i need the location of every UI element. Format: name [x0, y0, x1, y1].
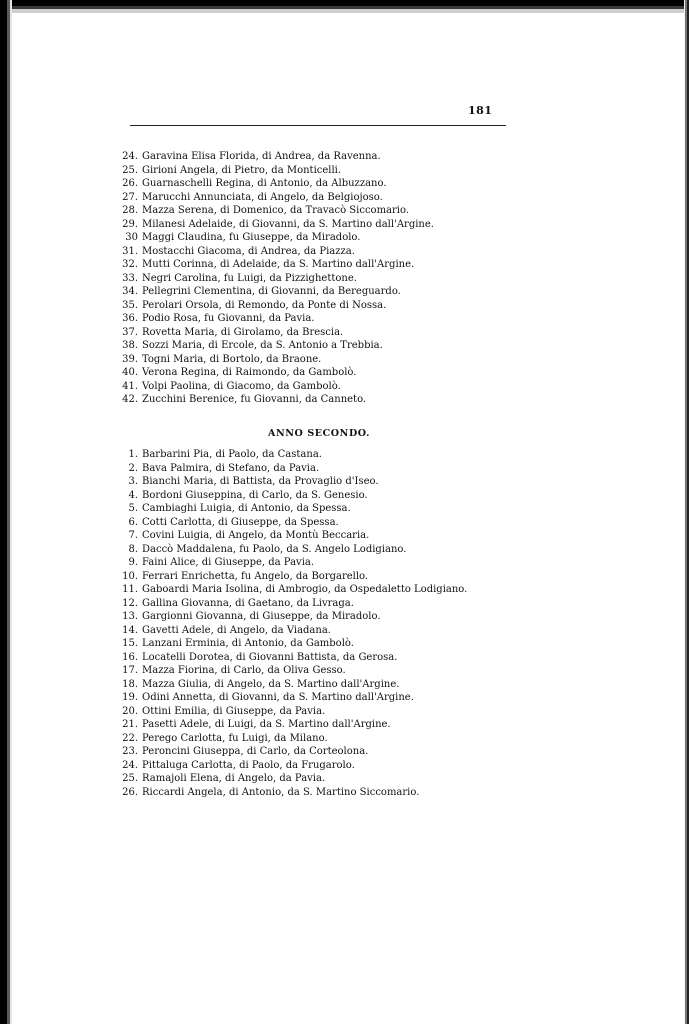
entry-text: Pittaluga Carlotta, di Paolo, da Frugarolo.: [142, 759, 355, 771]
entry-number: 14.: [122, 624, 138, 636]
list-item: [112, 664, 467, 678]
list-item: [112, 759, 467, 773]
entry-number: 22.: [122, 732, 138, 744]
entry-number: 38.: [122, 340, 138, 351]
list-item: [112, 718, 467, 732]
entry-text: Pasetti Adele, di Luigi, da S. Martino dall'Argine.: [142, 719, 391, 730]
entry-number: 9.: [128, 557, 138, 568]
entry-text: Daccò Maddalena, fu Paolo, da S. Angelo Lodigiano.: [142, 543, 407, 555]
entry-number: 26.: [122, 178, 138, 189]
entry-text: Negri Carolina, fu Luigi, da Pizzighettone.: [142, 272, 357, 284]
entry-text: Guarnaschelli Regina, di Antonio, da Albuzzano.: [142, 178, 387, 189]
entry-text: Mazza Fiorina, di Carlo, da Oliva Gesso.: [142, 665, 346, 676]
entry-number: 40.: [122, 367, 138, 378]
entry-number: 5.: [128, 503, 138, 514]
student-list-first-year: [112, 150, 434, 407]
list-item: [112, 597, 467, 611]
list-item: [112, 258, 434, 272]
entry-text: Milanesi Adelaide, di Giovanni, da S. Martino dall'Argine.: [142, 218, 434, 230]
entry-text: Odini Annetta, di Giovanni, da S. Martino dall'Argine.: [142, 692, 414, 703]
section-heading-anno-secondo: ANNO SECONDO.: [268, 428, 371, 439]
entry-number: 37.: [122, 326, 138, 338]
entry-text: Riccardi Angela, di Antonio, da S. Martino Siccomario.: [142, 786, 420, 798]
entry-number: 3.: [128, 476, 138, 487]
entry-number: 27.: [122, 191, 138, 203]
list-item: [112, 745, 467, 759]
list-item: [112, 516, 467, 530]
list-item: [112, 245, 434, 259]
scan-border-left: [0, 0, 12, 1024]
list-item: [112, 678, 467, 692]
list-item: [112, 691, 467, 705]
list-item: [112, 529, 467, 543]
entry-number: 41.: [122, 380, 138, 392]
entry-text: Mutti Corinna, di Adelaide, da S. Martino dall'Argine.: [142, 259, 415, 270]
entry-text: Ramajoli Elena, di Angelo, da Pavia.: [142, 773, 326, 784]
list-item: [112, 502, 467, 516]
entry-text: Garavina Elisa Florida, di Andrea, da Ravenna.: [142, 151, 381, 162]
scan-border-right: [684, 0, 689, 1024]
list-item: [112, 231, 434, 245]
list-item: [112, 786, 467, 800]
entry-number: 39.: [122, 353, 138, 365]
list-item: [112, 285, 434, 299]
entry-number: 24.: [122, 759, 138, 771]
entry-text: Gaboardi Maria Isolina, di Ambrogio, da Ospedaletto Lodigiano.: [142, 584, 468, 595]
entry-number: 35.: [122, 299, 138, 311]
entry-text: Gargionni Giovanna, di Giuseppe, da Miradolo.: [142, 611, 381, 622]
entry-text: Faini Alice, di Giuseppe, da Pavia.: [142, 557, 315, 568]
entry-number: 26.: [122, 786, 138, 798]
entry-text: Verona Regina, di Raimondo, da Gambolò.: [142, 367, 357, 378]
entry-text: Podio Rosa, fu Giovanni, da Pavia.: [142, 313, 315, 324]
entry-text: Mazza Giulia, di Angelo, da S. Martino dall'Argine.: [142, 678, 400, 690]
list-item: [112, 475, 467, 489]
entry-number: 25.: [122, 773, 138, 784]
entry-number: 21.: [122, 719, 138, 730]
list-item: [112, 299, 434, 313]
entry-number: 28.: [122, 205, 138, 216]
entry-number: 33.: [122, 272, 138, 284]
entry-number: 23.: [122, 746, 138, 757]
list-item: [112, 393, 434, 407]
list-item: [112, 732, 467, 746]
list-item: [112, 380, 434, 394]
list-item: [112, 556, 467, 570]
entry-text: Mostacchi Giacoma, di Andrea, da Piazza.: [142, 245, 355, 257]
list-item: [112, 204, 434, 218]
entry-number: 7.: [128, 530, 138, 541]
student-list-second-year: [112, 448, 467, 799]
entry-number: 30: [125, 232, 138, 243]
entry-text: Bava Palmira, di Stefano, da Pavia.: [142, 462, 320, 474]
entry-number: 8.: [128, 543, 138, 555]
entry-text: Mazza Serena, di Domenico, da Travacò Siccomario.: [142, 205, 410, 216]
entry-number: 13.: [122, 611, 138, 622]
entry-text: Maggi Claudina, fu Giuseppe, da Miradolo.: [142, 232, 361, 243]
entry-text: Pellegrini Clementina, di Giovanni, da Bereguardo.: [142, 286, 401, 297]
list-item: [112, 637, 467, 651]
entry-text: Bianchi Maria, di Battista, da Provaglio d'Iseo.: [142, 476, 379, 487]
entry-number: 12.: [122, 597, 138, 609]
entry-text: Girioni Angela, di Pietro, da Monticelli.: [142, 164, 342, 176]
entry-number: 19.: [122, 692, 138, 703]
entry-number: 16.: [122, 651, 138, 663]
entry-number: 17.: [122, 665, 138, 676]
entry-text: Togni Maria, di Bortolo, da Braone.: [142, 353, 322, 365]
entry-text: Barbarini Pia, di Paolo, da Castana.: [142, 449, 322, 460]
entry-number: 4.: [128, 489, 138, 501]
entry-number: 34.: [122, 286, 138, 297]
entry-number: 42.: [122, 394, 138, 405]
list-item: [112, 570, 467, 584]
list-item: [112, 218, 434, 232]
entry-number: 11.: [122, 584, 138, 595]
list-item: [112, 624, 467, 638]
list-item: [112, 705, 467, 719]
entry-number: 25.: [122, 164, 138, 176]
list-item: [112, 312, 434, 326]
entry-text: Ottini Emilia, di Giuseppe, da Pavia.: [142, 705, 326, 717]
entry-number: 24.: [122, 151, 138, 162]
list-item: [112, 651, 467, 665]
entry-number: 32.: [122, 259, 138, 270]
list-item: [112, 150, 434, 164]
entry-number: 1.: [128, 449, 138, 460]
entry-text: Covini Luigia, di Angelo, da Montù Beccaria.: [142, 530, 370, 541]
entry-text: Cambiaghi Luigia, di Antonio, da Spessa.: [142, 503, 351, 514]
entry-text: Locatelli Dorotea, di Giovanni Battista, da Gerosa.: [142, 651, 398, 663]
entry-text: Gavetti Adele, di Angelo, da Viadana.: [142, 624, 331, 636]
page-number: 181: [468, 104, 493, 117]
list-item: [112, 366, 434, 380]
list-item: [112, 177, 434, 191]
entry-text: Perego Carlotta, fu Luigi, da Milano.: [142, 732, 328, 744]
list-item: [112, 489, 467, 503]
entry-number: 18.: [122, 678, 138, 690]
scan-border-top: [0, 0, 689, 13]
entry-number: 36.: [122, 313, 138, 324]
entry-text: Volpi Paolina, di Giacomo, da Gambolò.: [142, 380, 341, 392]
entry-text: Ferrari Enrichetta, fu Angelo, da Borgarello.: [142, 570, 369, 582]
entry-text: Peroncini Giuseppa, di Carlo, da Corteolona.: [142, 746, 369, 757]
list-item: [112, 164, 434, 178]
entry-number: 15.: [122, 638, 138, 649]
entry-text: Sozzi Maria, di Ercole, da S. Antonio a Trebbia.: [142, 340, 383, 351]
entry-text: Rovetta Maria, di Girolamo, da Brescia.: [142, 326, 344, 338]
list-item: [112, 326, 434, 340]
list-item: [112, 610, 467, 624]
list-item: [112, 272, 434, 286]
entry-text: Cotti Carlotta, di Giuseppe, da Spessa.: [142, 516, 339, 528]
list-item: [112, 339, 434, 353]
entry-text: Lanzani Erminia, di Antonio, da Gambolò.: [142, 638, 354, 649]
list-item: [112, 772, 467, 786]
entry-text: Perolari Orsola, di Remondo, da Ponte di Nossa.: [142, 299, 387, 311]
header-rule: [130, 125, 506, 126]
list-item: [112, 583, 467, 597]
list-item: [112, 543, 467, 557]
entry-number: 2.: [128, 462, 138, 474]
entry-text: Gallina Giovanna, di Gaetano, da Livraga.: [142, 597, 354, 609]
list-item: [112, 448, 467, 462]
entry-text: Marucchi Annunciata, di Angelo, da Belgiojoso.: [142, 191, 383, 203]
entry-text: Zucchini Berenice, fu Giovanni, da Canneto.: [142, 394, 367, 405]
entry-number: 10.: [122, 570, 138, 582]
list-item: [112, 353, 434, 367]
entry-number: 29.: [122, 218, 138, 230]
entry-number: 6.: [128, 516, 138, 528]
entry-number: 20.: [122, 705, 138, 717]
list-item: [112, 462, 467, 476]
entry-text: Bordoni Giuseppina, di Carlo, da S. Genesio.: [142, 489, 368, 501]
entry-number: 31.: [122, 245, 138, 257]
list-item: [112, 191, 434, 205]
